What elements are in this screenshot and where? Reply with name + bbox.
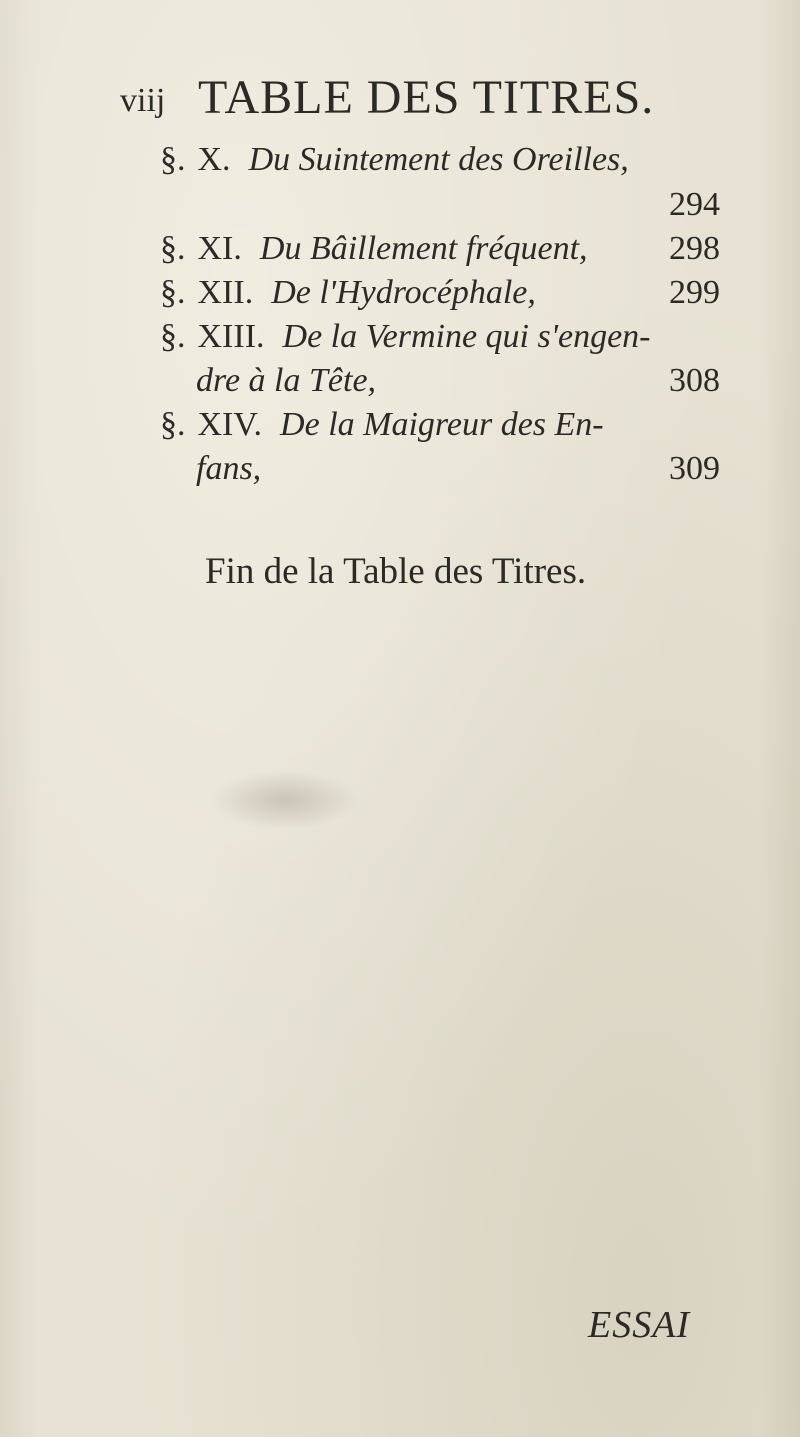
end-of-table-note: Fin de la Table des Titres. xyxy=(205,551,587,592)
page-reference: 294 xyxy=(669,186,720,223)
section-number: XIII. xyxy=(197,318,265,355)
section-title: De la Vermine qui s'engen- xyxy=(282,318,651,355)
section-number: XIV. xyxy=(197,406,263,443)
page-folio: viij xyxy=(120,82,166,119)
section-title-continuation: dre à la Tête, xyxy=(196,362,377,399)
toc-entry xyxy=(160,315,720,403)
running-title: TABLE DES TITRES. xyxy=(198,71,655,124)
section-title: Du Suintement des Oreilles, xyxy=(248,141,629,178)
page-reference: 298 xyxy=(669,230,720,267)
toc-entry xyxy=(160,403,720,491)
page-reference: 309 xyxy=(669,450,720,487)
section-title: De la Maigreur des En- xyxy=(280,406,604,443)
section-title: Du Bâillement fréquent, xyxy=(259,230,588,267)
toc-entry xyxy=(160,138,720,227)
section-symbol: §. xyxy=(160,406,186,443)
section-title-continuation: fans, xyxy=(196,450,262,487)
page-reference: 299 xyxy=(669,274,720,311)
toc-entry xyxy=(160,271,720,315)
table-of-contents xyxy=(160,138,720,491)
toc-entry xyxy=(160,227,720,271)
ink-smudge xyxy=(210,770,360,830)
section-symbol: §. xyxy=(160,230,186,267)
page-header xyxy=(120,70,680,130)
page-reference: 308 xyxy=(669,362,720,399)
section-number: X. xyxy=(197,141,231,178)
section-symbol: §. xyxy=(160,318,186,355)
section-title: De l'Hydrocéphale, xyxy=(271,274,536,311)
section-symbol: §. xyxy=(160,141,186,178)
section-number: XI. xyxy=(197,230,242,267)
catchword: ESSAI xyxy=(588,1304,691,1346)
section-symbol: §. xyxy=(160,274,186,311)
section-number: XII. xyxy=(197,274,254,311)
